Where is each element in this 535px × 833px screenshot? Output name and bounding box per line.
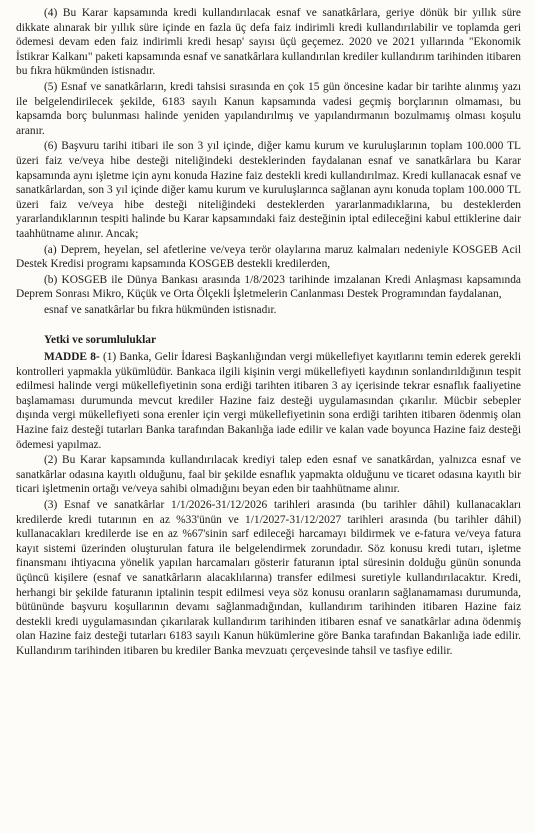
madde-8-paragraph-3: (3) Esnaf ve sanatkârlar 1/1/2026-31/12/2026 tarihleri arasında (bu tarihler dâhil) kullanacakları kredilerde kredi tutarının en az %33'ünün ve 1/1/2027-31/12/2027 tarihleri arasında (bu tarihler dâhil) kullanacakları kredilerde ise en az %67'sinin sarf edileceği harcamayı bildirmek ve e-fatura ve/veya fatura kayıt sistemi üzerinden oluşturulan fatura ile belgelendirmek zorundadır. Söz konusu kredi tutarı, işletme finansmanı ihtiyacına yönelik yapılan harcamaları gösterir faturanın iptal süresinin dolduğu günün sonunda üçüncü kişilere (esnaf ve sanatkârların alacaklılarına) transfer edilmesi suretiyle kullandırılacaktır. Kredi, herhangi bir şekilde faturanın iptalinin tespit edilmesi veya söz konusu oranların sağlanamaması durumunda, bütününde başvuru koşullarının devamı sağlanmadığından, kullandırım tarihinden itibaren Hazine faiz destekli kredi uygulamasından çıkarılarak kullandırım tarihinden itibaren esnaf ve sanatkârlar adına ödenmiş olan Hazine faiz desteği tutarları 6183 sayılı Kanun hükümlerine göre Banka tarafından Bakanlığa iade edilir. Kullandırım tarihinden itibaren bu krediler Banka mevzuatı çerçevesinde tahsil ve tasfiye edilir. (16, 499, 521, 657)
madde-label: MADDE 8- (44, 351, 100, 364)
madde-8-paragraph-1-text: (1) Banka, Gelir İdaresi Başkanlığından vergi mükellefiyet kayıtlarını temin ederek gerekli kontrolleri yapmakla yükümlüdür. Bankaca ilgili kişinin vergi mükellefiyeti kaydının sonlandırıldığının tespit edilmesi halinde vergi mükellefiyetinin sona erdiği tarihten itibaren 3 ay içerisinde tekrar esnaflık faaliyetine başlamaması durumunda mevcut krediler Hazine faiz desteği uygulamasından çıkarılır. Mücbir sebepler dışında vergi mükellefiyeti sona erenler için vergi mükellefiyetinin sona erdiği tarihten itibaren ödenmiş olan Hazine faiz desteği tutarları Banka tarafından Bakanlığa iade edilir ve kalan vade boyunca Hazine faiz desteği ödemesi yapılmaz. (16, 351, 521, 451)
paragraph-6: (6) Başvuru tarihi itibari ile son 3 yıl içinde, diğer kamu kurum ve kuruluşlarının toplam 100.000 TL üzeri faiz ve/veya hibe desteği niteliğindeki desteklerinden faydalanan esnaf ve sanatkârlara bu Karar kapsamında aynı işletme için aynı konuda Hazine faiz destekli kredi kullandırılmaz. Kredi kullanacak esnaf ve sanatkârlardan, son 3 yıl içinde diğer kamu kurum ve kuruluşlarınca sağlanan aynı konuda toplam 100.000 TL üzeri faiz ve/veya hibe desteği niteliğindeki desteklerden yararlanmadıklarına, bu desteklerden yararlandıklarının tespiti halinde bu Karar kapsamındaki faiz desteğinin iptal edileceğini kabul ettiklerine dair taahhütname alınır. Ancak; (16, 140, 521, 240)
paragraph-5: (5) Esnaf ve sanatkârların, kredi tahsisi sırasında en çok 15 gün öncesine kadar bir tarihte alınmış yazı ile belgelendirilecek şekilde, 6183 sayılı Kanun kapsamında vadesi geçmiş borçlarının olmaması, bu kapsamda borç bulunması halinde yeniden yapılandırılmış ve yapılandırmanın bozulmamış olması koşulu aranır. (16, 80, 521, 137)
paragraph-4: (4) Bu Karar kapsamında kredi kullandırılacak esnaf ve sanatkârlara, geriye dönük bir yıllık süre dikkate alınarak bir yıllık süre içinde en fazla üç defa faiz indirimli kredi kullandırılabilir ve toplamda geri ödemesi devam eden faiz indirimli kredi hesap' sayısı üçü geçemez. 2020 ve 2021 yıllarında "Ekonomik İstikrar Kalkanı" paketi kapsamında esnaf ve sanatkârlara kullandırılan krediler kullandırım tarihinden itibaren bu fıkra hükmünden istisnadır. (16, 7, 521, 78)
section-heading: Yetki ve sorumluluklar (44, 334, 157, 347)
sub-item-b: (b) KOSGEB ile Dünya Bankası arasında 1/8/2023 tarihinde imzalanan Kredi Anlaşması kapsamında Deprem Sonrası Mikro, Küçük ve Orta Ölçekli İşletmelerin Canlanması Destek Programından faydalanan, (16, 273, 521, 301)
madde-8-paragraph-2: (2) Bu Karar kapsamında kullandırılacak krediyi talep eden esnaf ve sanatkârdan, yalnızca esnaf ve sanatkârlar odasına kayıtlı olduğunu, faal bir şekilde esnaflık yapmakta olduğunu ve ticaret odasına kayıtlı bir ticari işletmenin ortağı ve/veya sahibi olmadığını beyan eden bir taahhütname alınır. (16, 454, 521, 496)
madde-8-paragraph-1 (16, 350, 521, 452)
exception-closing-line: esnaf ve sanatkârlar bu fıkra hükmünden istisnadır. (44, 303, 277, 316)
sub-item-a: (a) Deprem, heyelan, sel afetlerine ve/veya terör olaylarına maruz kalmaları nedeniyle KOSGEB Acil Destek Kredisi programı kapsamında KOSGEB destekli kredilerden, (16, 243, 521, 271)
